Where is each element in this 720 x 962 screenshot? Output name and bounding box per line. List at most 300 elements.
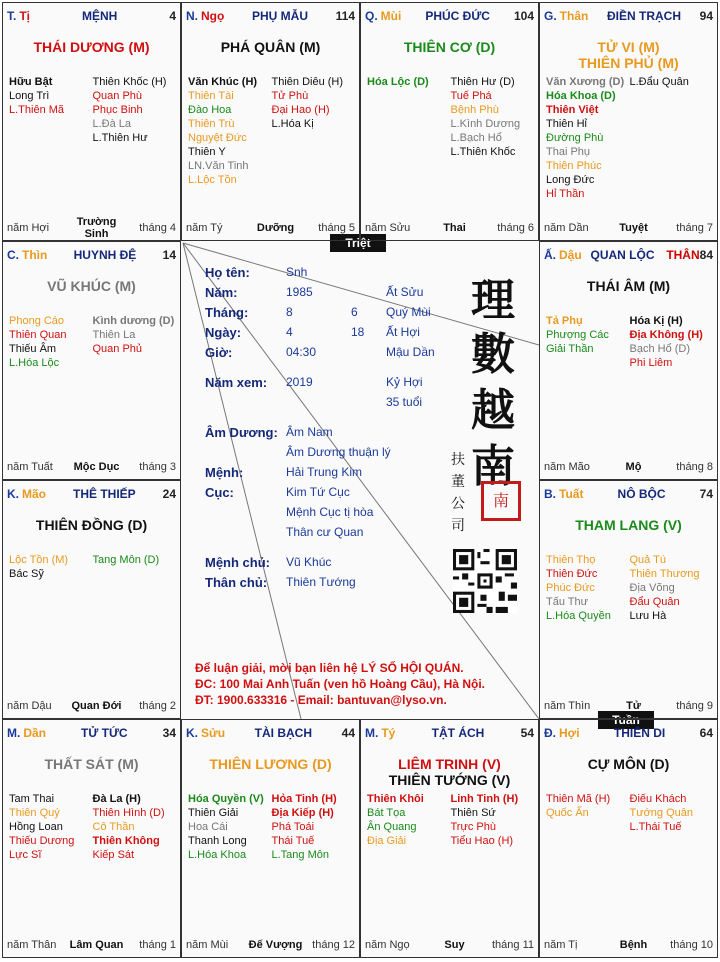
month-label: tháng 11 [491, 939, 534, 951]
heavenly-stem: K. [7, 487, 19, 501]
main-star: THÁI DƯƠNG (M) [33, 39, 150, 55]
center-info [181, 241, 539, 719]
minor-stars-right [272, 75, 356, 187]
palace-name: QUAN LỘC [590, 248, 655, 262]
minor-star: Thiên Thương [629, 568, 700, 580]
minor-star: L.Thiên Mã [9, 104, 65, 116]
minor-stars [546, 314, 713, 370]
minor-stars-right [272, 792, 356, 862]
minor-star: Cô Thần [92, 821, 135, 833]
minor-star: L.Hóa Lộc [9, 357, 60, 369]
main-stars [3, 278, 180, 294]
minor-star: Thiên Hỉ [546, 118, 587, 130]
heavenly-stem: T. [7, 9, 17, 23]
minor-star: Bạch Hổ (D) [629, 343, 691, 355]
main-star: THAM LANG (V) [575, 517, 682, 533]
main-star: PHÁ QUÂN (M) [220, 39, 321, 55]
palace-footer [544, 698, 713, 714]
minor-star: Phi Liêm [629, 357, 673, 369]
minor-stars-right [93, 553, 177, 581]
minor-stars-left [367, 75, 451, 159]
ho-ten-label: Họ tên: [205, 265, 250, 280]
month-label: tháng 1 [139, 939, 176, 951]
minor-star: L.Đà La [92, 118, 132, 130]
minor-star: Tam Thai [9, 793, 55, 805]
year-label: năm Tị [544, 939, 578, 951]
minor-star: Địa Võng [629, 582, 675, 594]
palace-cell-dan [2, 719, 181, 958]
qr-code [453, 549, 517, 613]
year-label: năm Thân [7, 939, 57, 951]
minor-star: Phục Binh [92, 104, 143, 116]
minor-star: Phượng Các [546, 329, 609, 341]
earthly-branch: Tý [381, 726, 396, 740]
minor-star: Trực Phù [450, 821, 496, 833]
palace-footer [186, 937, 355, 953]
life-phase: Tử [626, 700, 641, 712]
palace-header [7, 7, 176, 25]
main-stars [540, 278, 717, 294]
palace-header [544, 246, 713, 264]
palace-footer [365, 937, 534, 953]
triet-marker: Triệt [330, 234, 386, 252]
than-chu-value: Thiên Tướng [286, 575, 356, 589]
year-label: năm Tý [186, 222, 223, 234]
nam-xem-label: Năm xem: [205, 375, 268, 390]
minor-stars-left [546, 553, 630, 623]
minor-star: Hữu Bật [9, 76, 53, 88]
month-label: tháng 10 [670, 939, 713, 951]
year-label: năm Dần [544, 222, 589, 234]
life-phase: Trường Sinh [76, 216, 117, 240]
palace-name: THÊ THIẾP [72, 487, 136, 501]
year-label: năm Dậu [7, 700, 52, 712]
minor-star: Thiên Diêu (H) [271, 76, 344, 88]
palace-name: MỆNH [81, 9, 118, 23]
life-phase: Quan Đới [71, 700, 122, 712]
minor-star: Thiên Phúc [546, 160, 602, 172]
minor-star: Hóa Quyền (V) [188, 793, 264, 805]
minor-star: Long Trì [9, 90, 50, 102]
palace-name: HUYNH ĐỆ [73, 248, 137, 262]
minor-star: Đường Phù [546, 132, 604, 144]
palace-name: NÔ BỘC [617, 487, 666, 501]
life-phase: Đế Vượng [248, 939, 303, 951]
minor-stars-right [630, 792, 714, 834]
minor-star: Thái Tuế [271, 835, 315, 847]
minor-star: Thiên Quý [9, 807, 60, 819]
minor-star: L.Bạch Hổ [450, 132, 502, 144]
minor-stars-right [451, 792, 535, 848]
main-stars [182, 39, 359, 55]
palace-cell-dau [539, 241, 718, 480]
palace-cell-suu [181, 719, 360, 958]
palace-number: 14 [162, 248, 176, 262]
minor-star: Văn Xương (D) [546, 76, 625, 88]
minor-star: Tuế Phá [450, 90, 492, 102]
heavenly-stem: M. [7, 726, 21, 740]
main-star: THẤT SÁT (M) [44, 756, 139, 772]
minor-star: Linh Tinh (H) [450, 793, 519, 805]
minor-star: Hóa Kị (H) [629, 315, 683, 327]
year-label: năm Hợi [7, 222, 50, 234]
calligraphy-small-3: 公 [451, 496, 465, 512]
minor-stars [9, 553, 176, 581]
palace-name: PHỤ MẪU [251, 9, 308, 23]
minor-star: L.Thiên Hư [92, 132, 148, 144]
heavenly-stem: M. [365, 726, 379, 740]
minor-star: Quả Tú [629, 554, 666, 566]
minor-star: Thiên Hư (D) [450, 76, 515, 88]
minor-star: Quan Phủ [92, 343, 143, 355]
life-phase: Bệnh [619, 939, 648, 951]
main-stars [540, 756, 717, 772]
main-stars [361, 39, 538, 55]
minor-star: Địa Giải [367, 835, 407, 847]
nam-xem-can-chi: Kỷ Hợi [386, 375, 423, 389]
palace-number: 54 [520, 726, 534, 740]
thang-value: 8 [286, 305, 293, 319]
minor-stars [546, 75, 713, 201]
calligraphy-small-1: 扶 [451, 452, 465, 468]
minor-star: Thiên Đức [546, 568, 598, 580]
minor-star: Hồng Loan [9, 821, 63, 833]
minor-star: Bác Sỹ [9, 568, 44, 580]
menh-chu-value: Vũ Khúc [286, 555, 332, 569]
palace-cell-ngo [181, 2, 360, 241]
minor-star: Địa Không (H) [629, 329, 703, 341]
minor-star: Đào Hoa [188, 104, 232, 116]
calligraphy-char-2: 數 [471, 329, 515, 380]
earthly-branch: Thân [559, 9, 589, 23]
minor-star: Tả Phụ [546, 315, 583, 327]
minor-star: Thiên La [92, 329, 136, 341]
minor-stars-right [93, 314, 177, 370]
minor-star: Quan Phù [92, 90, 143, 102]
palace-footer [365, 220, 534, 236]
minor-star: L.Hóa Kị [271, 118, 314, 130]
palace-number: 24 [162, 487, 176, 501]
am-duong-value2: Âm Dương thuận lý [286, 445, 391, 459]
minor-star: Thiên Giải [188, 807, 239, 819]
contact-line-2: ĐC: 100 Mai Anh Tuấn (ven hồ Hoàng Cầu), Hà Nội. [195, 677, 486, 691]
minor-star: Thiên Mã (H) [546, 793, 611, 805]
palace-cell-mui [360, 2, 539, 241]
than-chu-label: Thân chủ: [205, 575, 268, 590]
cuc-value2: Mệnh Cục tị hòa [286, 505, 374, 519]
palace-number: 94 [699, 9, 713, 23]
palace-number: 104 [513, 9, 534, 23]
heavenly-stem: C. [7, 248, 19, 262]
minor-star: L.Thái Tuế [629, 821, 682, 833]
minor-stars-left [188, 792, 272, 862]
minor-star: L.Hóa Quyền [546, 610, 611, 622]
minor-stars-left [546, 75, 630, 201]
palace-header [365, 724, 534, 742]
minor-star: Đẩu Quân [629, 596, 680, 608]
minor-star: L.Tang Môn [271, 849, 329, 861]
thang-am: 6 [351, 305, 358, 319]
main-stars [540, 39, 717, 71]
palace-name: TẬT ÁCH [431, 726, 485, 740]
minor-stars-left [546, 314, 630, 370]
life-phase: Mộ [625, 461, 642, 473]
minor-stars [546, 792, 713, 834]
am-duong-label: Âm Dương: [205, 425, 278, 440]
calligraphy-char-3: 越 [471, 385, 515, 436]
earthly-branch: Dậu [559, 248, 582, 262]
minor-stars [367, 792, 534, 848]
heavenly-stem: G. [544, 9, 557, 23]
minor-star: Thiên Sứ [450, 807, 496, 819]
minor-star: Quốc Ấn [546, 807, 589, 819]
minor-star: Đà La (H) [92, 793, 141, 805]
life-phase: Dưỡng [256, 222, 295, 234]
palace-footer [7, 698, 176, 714]
horoscope-chart [2, 2, 718, 958]
minor-star: Ân Quang [367, 821, 417, 833]
nam-value: 1985 [286, 285, 313, 299]
main-stars [540, 517, 717, 533]
main-stars [182, 756, 359, 772]
calligraphy-small-4: 司 [451, 518, 465, 534]
palace-footer [544, 220, 713, 236]
palace-header [544, 724, 713, 742]
main-star: CỰ MÔN (D) [587, 756, 670, 772]
palace-footer [544, 937, 713, 953]
year-label: năm Thìn [544, 700, 591, 712]
minor-star: Tướng Quân [629, 807, 693, 819]
minor-stars [188, 75, 355, 187]
palace-number: 4 [169, 9, 176, 23]
minor-star: L.Hóa Khoa [188, 849, 247, 861]
gio-label: Giờ: [205, 345, 233, 360]
earthly-branch: Tuất [559, 487, 584, 501]
minor-stars [546, 553, 713, 623]
minor-star: Thiên Khôi [367, 793, 424, 805]
year-label: năm Tuất [7, 461, 53, 473]
month-label: tháng 12 [312, 939, 355, 951]
minor-stars-left [367, 792, 451, 848]
ngay-value: 4 [286, 325, 293, 339]
than-badge: THÂN [666, 248, 700, 262]
month-label: tháng 5 [318, 222, 355, 234]
nam-can-chi: Ất Sửu [386, 285, 424, 299]
cuc-label: Cục: [205, 485, 234, 500]
palace-number: 114 [335, 9, 355, 23]
month-label: tháng 9 [676, 700, 713, 712]
gio-value: 04:30 [286, 345, 317, 359]
ho-ten-value: Snh [286, 265, 308, 279]
minor-star: Thiên Thọ [546, 554, 596, 566]
minor-star: Bệnh Phù [450, 104, 499, 116]
minor-stars-right [451, 75, 535, 159]
main-star: THIÊN TƯỚNG (V) [388, 772, 511, 788]
earthly-branch: Thìn [22, 248, 48, 262]
minor-star: Thiên Trù [188, 118, 235, 130]
minor-star: Lộc Tồn (M) [9, 554, 69, 566]
month-label: tháng 7 [676, 222, 713, 234]
nam-label: Năm: [205, 285, 238, 300]
minor-star: Thiên Quan [9, 329, 67, 341]
palace-footer [7, 459, 176, 475]
minor-star: Thiên Không [92, 835, 160, 847]
palace-name: TỬ TỨC [81, 726, 128, 740]
minor-star: Lưu Hà [629, 610, 667, 622]
minor-star: Nguyệt Đức [188, 132, 247, 144]
minor-stars-right [630, 75, 714, 201]
menh-label: Mệnh: [205, 465, 244, 480]
main-star: VŨ KHÚC (M) [47, 278, 136, 294]
minor-star: Phúc Đức [546, 582, 595, 594]
year-label: năm Mùi [186, 939, 229, 951]
palace-name: PHÚC ĐỨC [425, 9, 490, 23]
heavenly-stem: N. [186, 9, 198, 23]
minor-star: Hỏa Tinh (H) [271, 793, 337, 805]
minor-stars-left [9, 75, 93, 145]
minor-stars-left [188, 75, 272, 187]
minor-star: L.Đẩu Quân [629, 76, 689, 88]
minor-star: Thiếu Dương [9, 835, 75, 847]
minor-star: Thiên Y [188, 146, 226, 158]
thang-can-chi: Quý Mùi [386, 305, 431, 319]
minor-star: Tấu Thư [546, 596, 589, 608]
palace-number: 84 [699, 248, 713, 262]
heavenly-stem: K. [186, 726, 198, 740]
minor-star: L.Thiên Khốc [450, 146, 516, 158]
heavenly-stem: B. [544, 487, 556, 501]
earthly-branch: Mão [22, 487, 46, 501]
palace-footer [186, 220, 355, 236]
earthly-branch: Sửu [201, 726, 226, 740]
thang-label: Tháng: [205, 305, 249, 320]
minor-stars-right [630, 553, 714, 623]
minor-star: Phá Toái [271, 821, 315, 833]
minor-star: Kình dương (D) [92, 315, 175, 327]
minor-star: Hóa Lộc (D) [367, 76, 429, 88]
red-seal: 南 [481, 481, 521, 521]
palace-cell-than [539, 2, 718, 241]
ngay-am: 18 [351, 325, 365, 339]
contact-line-1: Để luận giải, mời bạn liên hệ LÝ SỐ HỘI QUÁN. [195, 661, 464, 675]
minor-stars [188, 792, 355, 862]
palace-number: 34 [162, 726, 176, 740]
minor-star: Thiên Việt [546, 104, 599, 116]
earthly-branch: Hợi [559, 726, 580, 740]
month-label: tháng 2 [139, 700, 176, 712]
main-star: THÁI ÂM (M) [586, 278, 671, 294]
minor-stars-left [9, 792, 93, 862]
minor-star: Thiên Hình (D) [92, 807, 165, 819]
minor-star: Hóa Khoa (D) [546, 90, 616, 102]
palace-cell-mao [2, 480, 181, 719]
minor-star: Thiếu Âm [9, 343, 57, 355]
minor-star: Kiếp Sát [92, 849, 135, 861]
menh-chu-label: Mệnh chủ: [205, 555, 270, 570]
minor-star: Thanh Long [188, 835, 247, 847]
palace-number: 44 [341, 726, 355, 740]
minor-star: Bát Tọa [367, 807, 406, 819]
minor-stars-right [93, 75, 177, 145]
earthly-branch: Ngọ [201, 9, 225, 23]
main-stars [3, 39, 180, 55]
minor-star: Tử Phù [271, 90, 309, 102]
year-label: năm Mão [544, 461, 590, 473]
palace-cell-ti [2, 2, 181, 241]
main-stars [3, 756, 180, 772]
month-label: tháng 8 [676, 461, 713, 473]
minor-stars [9, 792, 176, 862]
earthly-branch: Tị [19, 9, 31, 23]
minor-star: Đại Hao (H) [271, 104, 330, 116]
year-label: năm Ngọ [365, 939, 410, 951]
main-star: TỬ VI (M) [597, 39, 660, 55]
am-duong-value: Âm Nam [286, 425, 333, 439]
palace-header [544, 485, 713, 503]
minor-star: Thiên Tài [188, 90, 234, 102]
minor-star: Thiên Khốc (H) [92, 76, 167, 88]
minor-star: L.Lộc Tồn [188, 174, 237, 186]
palace-footer [7, 216, 176, 240]
minor-star: Lực Sĩ [9, 849, 42, 861]
palace-header [7, 246, 176, 264]
minor-star: Văn Khúc (H) [188, 76, 258, 88]
palace-header [7, 724, 176, 742]
cuc-value3: Thân cư Quan [286, 525, 364, 539]
life-phase: Thai [443, 222, 466, 234]
main-stars [361, 756, 538, 788]
palace-header [365, 7, 534, 25]
minor-stars [367, 75, 534, 159]
minor-star: L.Kình Dương [450, 118, 521, 130]
minor-star: Giải Thần [546, 343, 594, 355]
palace-name: TÀI BẠCH [254, 726, 312, 740]
ngay-can-chi: Ất Hợi [386, 325, 420, 339]
earthly-branch: Dần [23, 726, 47, 740]
calligraphy-char-1: 理 [471, 275, 515, 326]
main-star: LIÊM TRINH (V) [398, 756, 501, 772]
month-label: tháng 4 [139, 222, 176, 234]
heavenly-stem: Ấ. [544, 248, 556, 262]
contact-line-3: ĐT: 1900.633316 - Email: bantuvan@lyso.vn. [195, 693, 447, 707]
minor-stars [9, 75, 176, 145]
heavenly-stem: Q. [365, 9, 378, 23]
tuoi: 35 tuổi [386, 395, 423, 409]
main-star: THIÊN CƠ (D) [403, 39, 496, 55]
heavenly-stem: Đ. [544, 726, 556, 740]
earthly-branch: Mùi [380, 9, 402, 23]
palace-footer [544, 459, 713, 475]
minor-star: Thai Phụ [546, 146, 591, 158]
life-phase: Tuyệt [619, 222, 648, 234]
minor-star: LN.Văn Tinh [188, 160, 249, 172]
cuc-value: Kim Tứ Cục [286, 485, 350, 499]
palace-cell-thin [2, 241, 181, 480]
minor-star: Long Đức [546, 174, 595, 186]
month-label: tháng 3 [139, 461, 176, 473]
tuan-marker: Tuần [598, 711, 654, 729]
minor-star: Hoa Cái [188, 821, 228, 833]
life-phase: Suy [444, 939, 465, 951]
gio-can-chi: Mậu Dần [386, 345, 435, 359]
minor-stars-right [93, 792, 177, 862]
palace-number: 74 [699, 487, 713, 501]
minor-star: Tiểu Hao (H) [450, 835, 514, 847]
minor-star: Địa Kiếp (H) [271, 807, 334, 819]
main-star: THIÊN ĐỒNG (D) [35, 517, 148, 533]
calligraphy-char-4: 南 [471, 441, 515, 492]
minor-stars [9, 314, 176, 370]
